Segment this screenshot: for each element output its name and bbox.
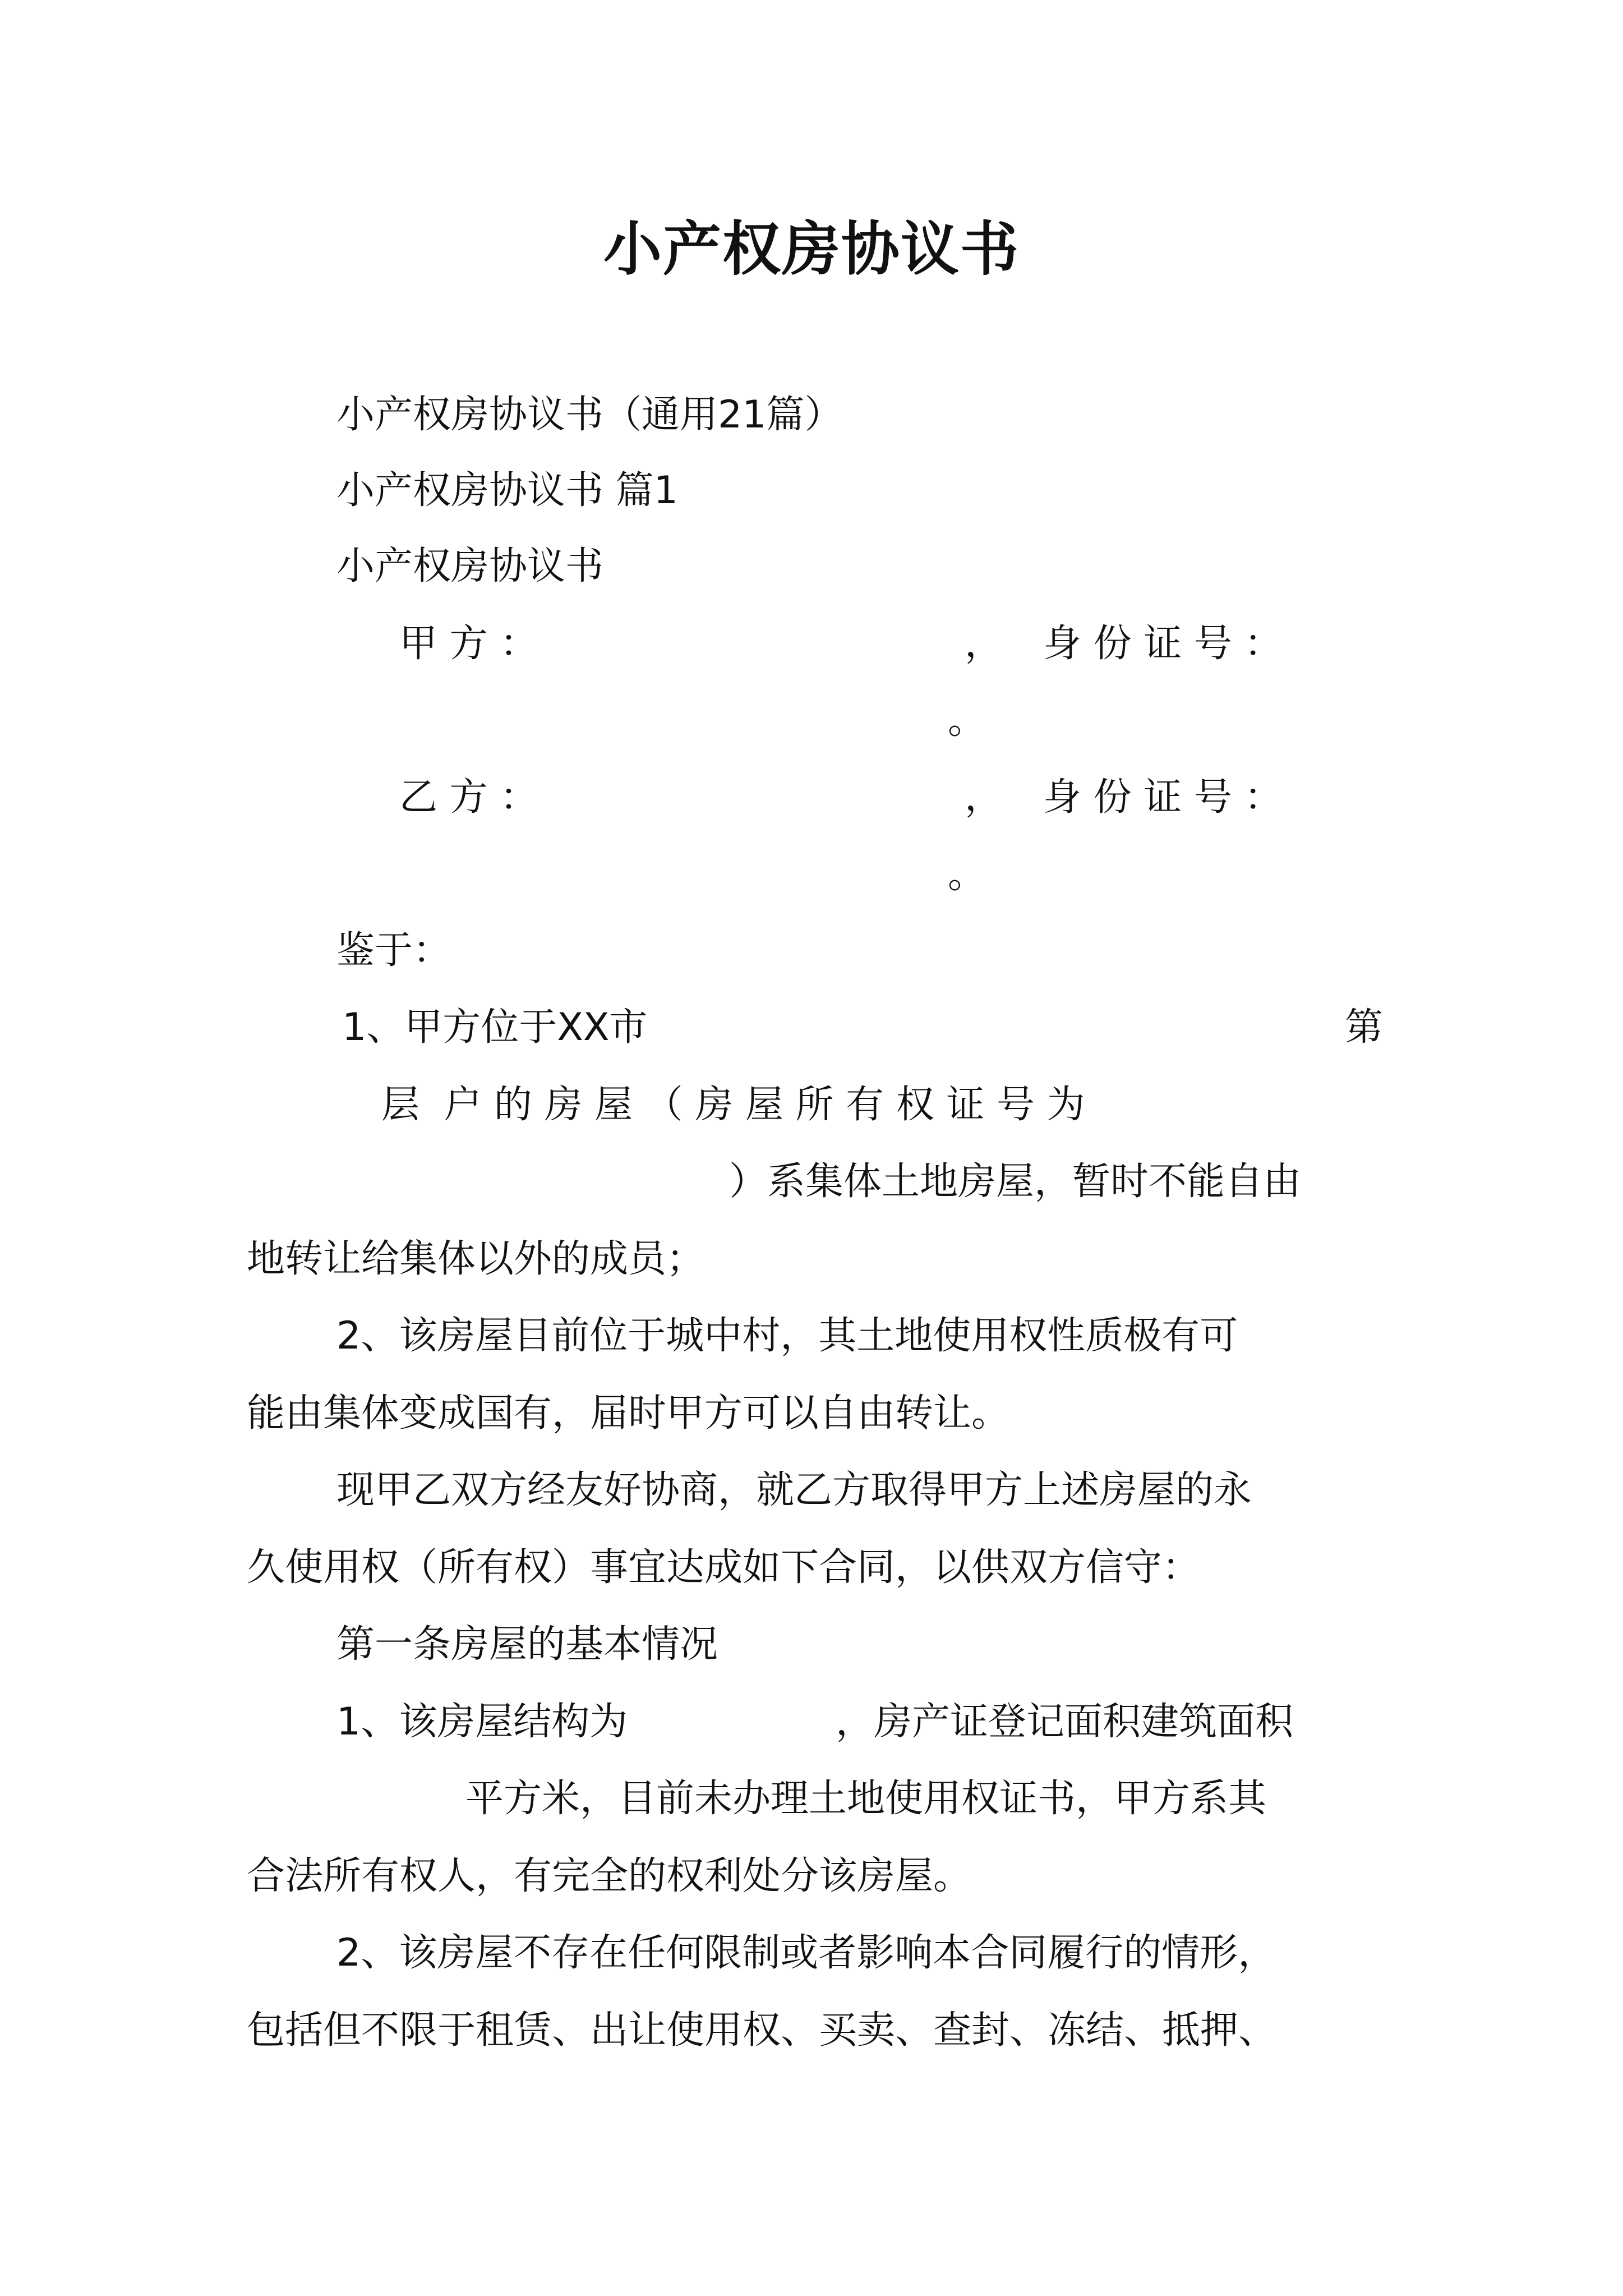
party-a-label: 甲 方 ： — [399, 622, 538, 666]
paragraph-line: 1、该房屋结构为 — [336, 1700, 628, 1744]
paragraph-line: 层 户 的 房 屋 （ 房 屋 所 有 权 证 号 为 — [381, 1083, 1085, 1127]
document-title: 小产权房协议书 — [603, 214, 1020, 283]
paragraph-line: 第 — [1345, 1005, 1384, 1050]
party-b-end: 。 — [948, 853, 986, 897]
paragraph-line: 地转让给集体以外的成员； — [247, 1237, 705, 1281]
party-a-end: 。 — [948, 698, 986, 743]
paragraph-line: 2、该房屋目前位于城中村，其土地使用权性质极有可 — [336, 1314, 1238, 1358]
paragraph-line: 2、该房屋不存在任何限制或者影响本合同履行的情形， — [336, 1931, 1276, 1975]
party-b-comma: ， — [965, 775, 1003, 820]
paragraph-line: 小产权房协议书 — [336, 544, 604, 588]
paragraph-line: ，房产证登记面积建筑面积 — [836, 1700, 1294, 1744]
paragraph-line: 鉴于： — [336, 928, 451, 973]
party-a-comma: ， — [965, 622, 1003, 666]
paragraph-line: ）系集体土地房屋，暂时不能自由 — [729, 1159, 1302, 1204]
paragraph-line: 合法所有权人，有完全的权利处分该房屋。 — [247, 1854, 972, 1898]
subtitle-line: 小产权房协议书（通用21篇） — [336, 393, 843, 437]
paragraph-line: 现甲乙双方经友好协商，就乙方取得甲方上述房屋的永 — [336, 1468, 1252, 1512]
paragraph-line: 能由集体变成国有，届时甲方可以自由转让。 — [247, 1391, 1010, 1435]
section-heading: 第一条房屋的基本情况 — [336, 1622, 718, 1667]
party-b-id-label: 身 份 证 号 ： — [1043, 775, 1283, 820]
party-b-label: 乙 方 ： — [399, 775, 538, 820]
paragraph-line: 久使用权（所有权）事宜达成如下合同，以供双方信守： — [247, 1545, 1201, 1590]
paragraph-line: 平方米，目前未办理土地使用权证书，甲方系其 — [465, 1777, 1267, 1821]
section-heading: 小产权房协议书 篇1 — [336, 468, 678, 513]
party-a-id-label: 身 份 证 号 ： — [1043, 622, 1283, 666]
paragraph-line: 1、甲方位于XX市 — [342, 1005, 648, 1050]
paragraph-line: 包括但不限于租赁、出让使用权、买卖、查封、冻结、抵押、 — [247, 2008, 1277, 2053]
